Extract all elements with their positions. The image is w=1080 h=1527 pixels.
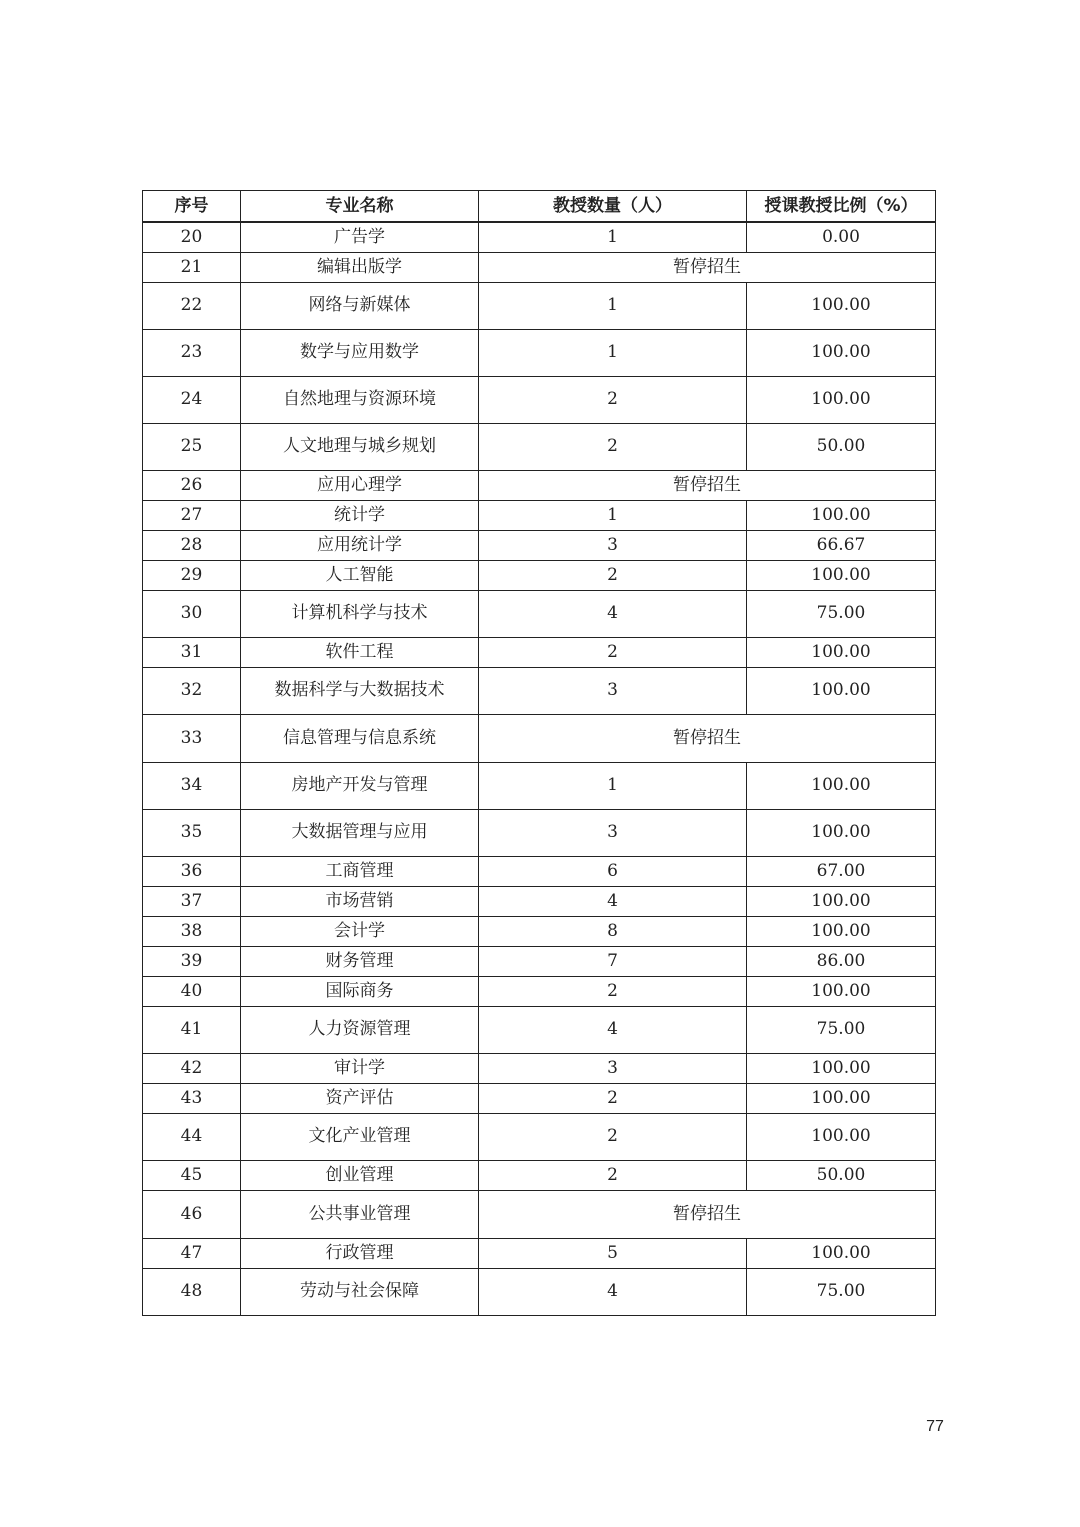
cell-teaching-ratio: 100.00 [747, 976, 936, 1006]
cell-major-name: 数据科学与大数据技术 [241, 667, 479, 714]
cell-major-name: 网络与新媒体 [241, 282, 479, 329]
cell-teaching-ratio: 100.00 [747, 809, 936, 856]
cell-serial: 47 [143, 1238, 241, 1268]
cell-major-name: 审计学 [241, 1053, 479, 1083]
table-row [143, 1160, 936, 1190]
cell-serial: 22 [143, 282, 241, 329]
cell-professor-count: 6 [479, 856, 747, 886]
cell-major-name: 房地产开发与管理 [241, 762, 479, 809]
cell-serial: 32 [143, 667, 241, 714]
cell-professor-count: 2 [479, 423, 747, 470]
cell-serial: 20 [143, 222, 241, 252]
cell-major-name: 统计学 [241, 500, 479, 530]
cell-serial: 28 [143, 530, 241, 560]
cell-serial: 37 [143, 886, 241, 916]
table-row [143, 252, 936, 282]
cell-professor-count: 2 [479, 1160, 747, 1190]
cell-serial: 25 [143, 423, 241, 470]
table-header-row [143, 191, 936, 223]
header-major-name: 专业名称 [241, 191, 479, 223]
cell-serial: 24 [143, 376, 241, 423]
cell-professor-count: 1 [479, 222, 747, 252]
cell-teaching-ratio: 100.00 [747, 1238, 936, 1268]
cell-teaching-ratio: 86.00 [747, 946, 936, 976]
table-row [143, 1190, 936, 1238]
table-row [143, 423, 936, 470]
cell-teaching-ratio: 100.00 [747, 376, 936, 423]
cell-serial: 26 [143, 470, 241, 500]
cell-professor-count: 3 [479, 809, 747, 856]
cell-teaching-ratio: 100.00 [747, 667, 936, 714]
professor-table [142, 190, 936, 1316]
cell-teaching-ratio: 50.00 [747, 423, 936, 470]
cell-major-name: 国际商务 [241, 976, 479, 1006]
cell-professor-count: 5 [479, 1238, 747, 1268]
cell-professor-count: 4 [479, 1006, 747, 1053]
cell-serial: 41 [143, 1006, 241, 1053]
cell-major-name: 应用心理学 [241, 470, 479, 500]
cell-status: 暂停招生 [479, 252, 936, 282]
cell-teaching-ratio: 100.00 [747, 637, 936, 667]
cell-major-name: 行政管理 [241, 1238, 479, 1268]
page-number: 77 [926, 1418, 944, 1435]
cell-major-name: 市场营销 [241, 886, 479, 916]
table-row [143, 1268, 936, 1315]
cell-serial: 40 [143, 976, 241, 1006]
cell-major-name: 资产评估 [241, 1083, 479, 1113]
table-row [143, 856, 936, 886]
cell-teaching-ratio: 67.00 [747, 856, 936, 886]
cell-major-name: 人文地理与城乡规划 [241, 423, 479, 470]
table-row [143, 329, 936, 376]
cell-teaching-ratio: 100.00 [747, 282, 936, 329]
table-row [143, 1006, 936, 1053]
cell-teaching-ratio: 100.00 [747, 916, 936, 946]
cell-serial: 23 [143, 329, 241, 376]
cell-major-name: 软件工程 [241, 637, 479, 667]
cell-teaching-ratio: 100.00 [747, 500, 936, 530]
table-row [143, 500, 936, 530]
cell-serial: 48 [143, 1268, 241, 1315]
cell-major-name: 数学与应用数学 [241, 329, 479, 376]
cell-major-name: 大数据管理与应用 [241, 809, 479, 856]
cell-professor-count: 2 [479, 1083, 747, 1113]
cell-professor-count: 2 [479, 376, 747, 423]
cell-major-name: 公共事业管理 [241, 1190, 479, 1238]
cell-major-name: 广告学 [241, 222, 479, 252]
table-row [143, 560, 936, 590]
cell-serial: 39 [143, 946, 241, 976]
cell-serial: 38 [143, 916, 241, 946]
cell-major-name: 会计学 [241, 916, 479, 946]
table-row [143, 1053, 936, 1083]
cell-professor-count: 1 [479, 762, 747, 809]
cell-serial: 42 [143, 1053, 241, 1083]
cell-teaching-ratio: 0.00 [747, 222, 936, 252]
cell-status: 暂停招生 [479, 1190, 936, 1238]
table-row [143, 470, 936, 500]
table-row [143, 809, 936, 856]
cell-serial: 27 [143, 500, 241, 530]
header-professor-count: 教授数量（人） [479, 191, 747, 223]
cell-serial: 21 [143, 252, 241, 282]
cell-professor-count: 7 [479, 946, 747, 976]
cell-professor-count: 4 [479, 886, 747, 916]
cell-serial: 29 [143, 560, 241, 590]
cell-serial: 43 [143, 1083, 241, 1113]
cell-professor-count: 4 [479, 590, 747, 637]
cell-serial: 33 [143, 714, 241, 762]
cell-teaching-ratio: 66.67 [747, 530, 936, 560]
cell-professor-count: 3 [479, 667, 747, 714]
cell-teaching-ratio: 75.00 [747, 1006, 936, 1053]
table-row [143, 590, 936, 637]
cell-serial: 45 [143, 1160, 241, 1190]
cell-teaching-ratio: 100.00 [747, 1053, 936, 1083]
cell-professor-count: 2 [479, 637, 747, 667]
table-row [143, 1113, 936, 1160]
cell-major-name: 计算机科学与技术 [241, 590, 479, 637]
cell-major-name: 创业管理 [241, 1160, 479, 1190]
cell-serial: 35 [143, 809, 241, 856]
cell-major-name: 文化产业管理 [241, 1113, 479, 1160]
cell-major-name: 应用统计学 [241, 530, 479, 560]
cell-serial: 34 [143, 762, 241, 809]
table-row [143, 976, 936, 1006]
table-row [143, 916, 936, 946]
table-row [143, 282, 936, 329]
cell-teaching-ratio: 100.00 [747, 886, 936, 916]
table-row [143, 222, 936, 252]
cell-teaching-ratio: 50.00 [747, 1160, 936, 1190]
cell-professor-count: 1 [479, 329, 747, 376]
header-serial: 序号 [143, 191, 241, 223]
cell-teaching-ratio: 100.00 [747, 762, 936, 809]
cell-teaching-ratio: 100.00 [747, 329, 936, 376]
cell-major-name: 劳动与社会保障 [241, 1268, 479, 1315]
cell-professor-count: 1 [479, 500, 747, 530]
cell-professor-count: 3 [479, 1053, 747, 1083]
cell-professor-count: 1 [479, 282, 747, 329]
cell-professor-count: 2 [479, 976, 747, 1006]
cell-major-name: 信息管理与信息系统 [241, 714, 479, 762]
cell-serial: 36 [143, 856, 241, 886]
cell-professor-count: 2 [479, 560, 747, 590]
table-row [143, 1083, 936, 1113]
cell-status: 暂停招生 [479, 714, 936, 762]
table-row [143, 1238, 936, 1268]
cell-serial: 44 [143, 1113, 241, 1160]
cell-teaching-ratio: 75.00 [747, 590, 936, 637]
cell-professor-count: 2 [479, 1113, 747, 1160]
table-row [143, 946, 936, 976]
cell-professor-count: 8 [479, 916, 747, 946]
table-row [143, 886, 936, 916]
table-body [143, 222, 936, 1315]
table-row [143, 667, 936, 714]
cell-major-name: 编辑出版学 [241, 252, 479, 282]
cell-major-name: 人工智能 [241, 560, 479, 590]
cell-teaching-ratio: 100.00 [747, 560, 936, 590]
table-row [143, 376, 936, 423]
cell-professor-count: 3 [479, 530, 747, 560]
cell-teaching-ratio: 75.00 [747, 1268, 936, 1315]
cell-serial: 31 [143, 637, 241, 667]
cell-serial: 30 [143, 590, 241, 637]
cell-status: 暂停招生 [479, 470, 936, 500]
table-row [143, 714, 936, 762]
cell-serial: 46 [143, 1190, 241, 1238]
table-row [143, 530, 936, 560]
cell-major-name: 自然地理与资源环境 [241, 376, 479, 423]
cell-teaching-ratio: 100.00 [747, 1113, 936, 1160]
cell-teaching-ratio: 100.00 [747, 1083, 936, 1113]
cell-major-name: 财务管理 [241, 946, 479, 976]
table-row [143, 637, 936, 667]
cell-major-name: 工商管理 [241, 856, 479, 886]
cell-professor-count: 4 [479, 1268, 747, 1315]
header-teaching-ratio: 授课教授比例（%） [747, 191, 936, 223]
cell-major-name: 人力资源管理 [241, 1006, 479, 1053]
table-row [143, 762, 936, 809]
